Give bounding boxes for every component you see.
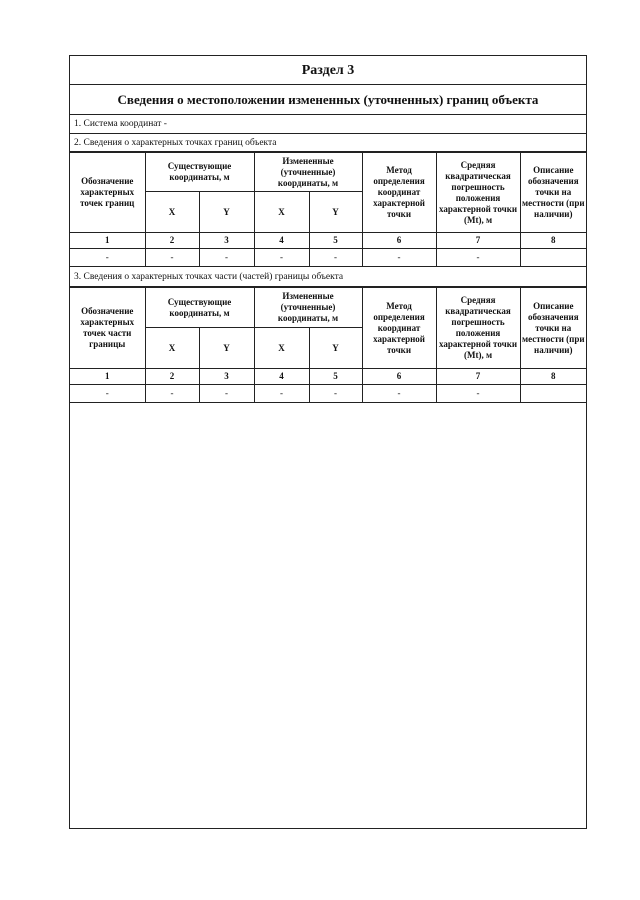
header-designation: Обозначение характерных точек части границы — [70, 288, 145, 369]
header-x: X — [145, 328, 199, 369]
header-x: X — [145, 192, 199, 233]
column-number: 8 — [520, 233, 586, 249]
part2-title: 2. Сведения о характерных точках границ объекта — [70, 134, 586, 152]
table-cell: - — [362, 385, 436, 403]
header-y: Y — [199, 328, 254, 369]
table-row — [70, 385, 586, 403]
column-number: 6 — [362, 369, 436, 385]
column-numbers-row — [70, 369, 586, 385]
document-frame — [69, 55, 587, 829]
header-y: Y — [199, 192, 254, 233]
table-cell: - — [199, 249, 254, 267]
table-cell: - — [145, 385, 199, 403]
part3-title: 3. Сведения о характерных точках части (частей) границы объекта — [70, 268, 586, 287]
table-cell: - — [199, 385, 254, 403]
column-number: 4 — [254, 369, 309, 385]
header-x: X — [254, 192, 309, 233]
column-number: 4 — [254, 233, 309, 249]
header-existing-coords: Существующие координаты, м — [145, 153, 254, 192]
table-row — [70, 249, 586, 267]
column-numbers-row — [70, 233, 586, 249]
empty-area — [70, 402, 586, 828]
table-cell: - — [436, 385, 520, 403]
table-cell: - — [436, 249, 520, 267]
column-number: 1 — [70, 369, 145, 385]
column-number: 5 — [309, 369, 362, 385]
column-number: 7 — [436, 369, 520, 385]
header-description: Описание обозначения точки на местности (при наличии) — [520, 288, 586, 369]
header-changed-coords: Измененные (уточненные) координаты, м — [254, 153, 362, 192]
column-number: 6 — [362, 233, 436, 249]
table-cell: - — [70, 385, 145, 403]
header-existing-coords: Существующие координаты, м — [145, 288, 254, 328]
header-x: X — [254, 328, 309, 369]
table-cell: - — [362, 249, 436, 267]
table-cell: - — [145, 249, 199, 267]
header-designation: Обозначение характерных точек границ — [70, 153, 145, 233]
column-number: 8 — [520, 369, 586, 385]
header-description: Описание обозначения точки на местности (при наличии) — [520, 153, 586, 233]
header-method: Метод определения координат характерной точки — [362, 153, 436, 233]
column-number: 5 — [309, 233, 362, 249]
column-number: 3 — [199, 369, 254, 385]
header-error: Средняя квадратическая погрешность положения характерной точки (Mt), м — [436, 153, 520, 233]
header-changed-coords: Измененные (уточненные) координаты, м — [254, 288, 362, 328]
table-cell: - — [70, 249, 145, 267]
table-cell — [520, 249, 586, 267]
column-number: 7 — [436, 233, 520, 249]
table-cell: - — [309, 249, 362, 267]
boundary-points-table — [70, 152, 586, 267]
table-cell: - — [254, 249, 309, 267]
header-y: Y — [309, 328, 362, 369]
column-number: 1 — [70, 233, 145, 249]
header-method: Метод определения координат характерной точки — [362, 288, 436, 369]
column-number: 2 — [145, 233, 199, 249]
table-cell: - — [309, 385, 362, 403]
table-cell — [520, 385, 586, 403]
section-heading: Сведения о местоположении измененных (уточненных) границ объекта — [70, 85, 586, 115]
header-y: Y — [309, 192, 362, 233]
header-error: Средняя квадратическая погрешность положения характерной точки (Mt), м — [436, 288, 520, 369]
part-boundary-points-table — [70, 287, 586, 403]
column-number: 2 — [145, 369, 199, 385]
section-title: Раздел 3 — [70, 56, 586, 85]
coordinate-system-line: 1. Система координат - — [70, 115, 586, 134]
table-cell: - — [254, 385, 309, 403]
column-number: 3 — [199, 233, 254, 249]
